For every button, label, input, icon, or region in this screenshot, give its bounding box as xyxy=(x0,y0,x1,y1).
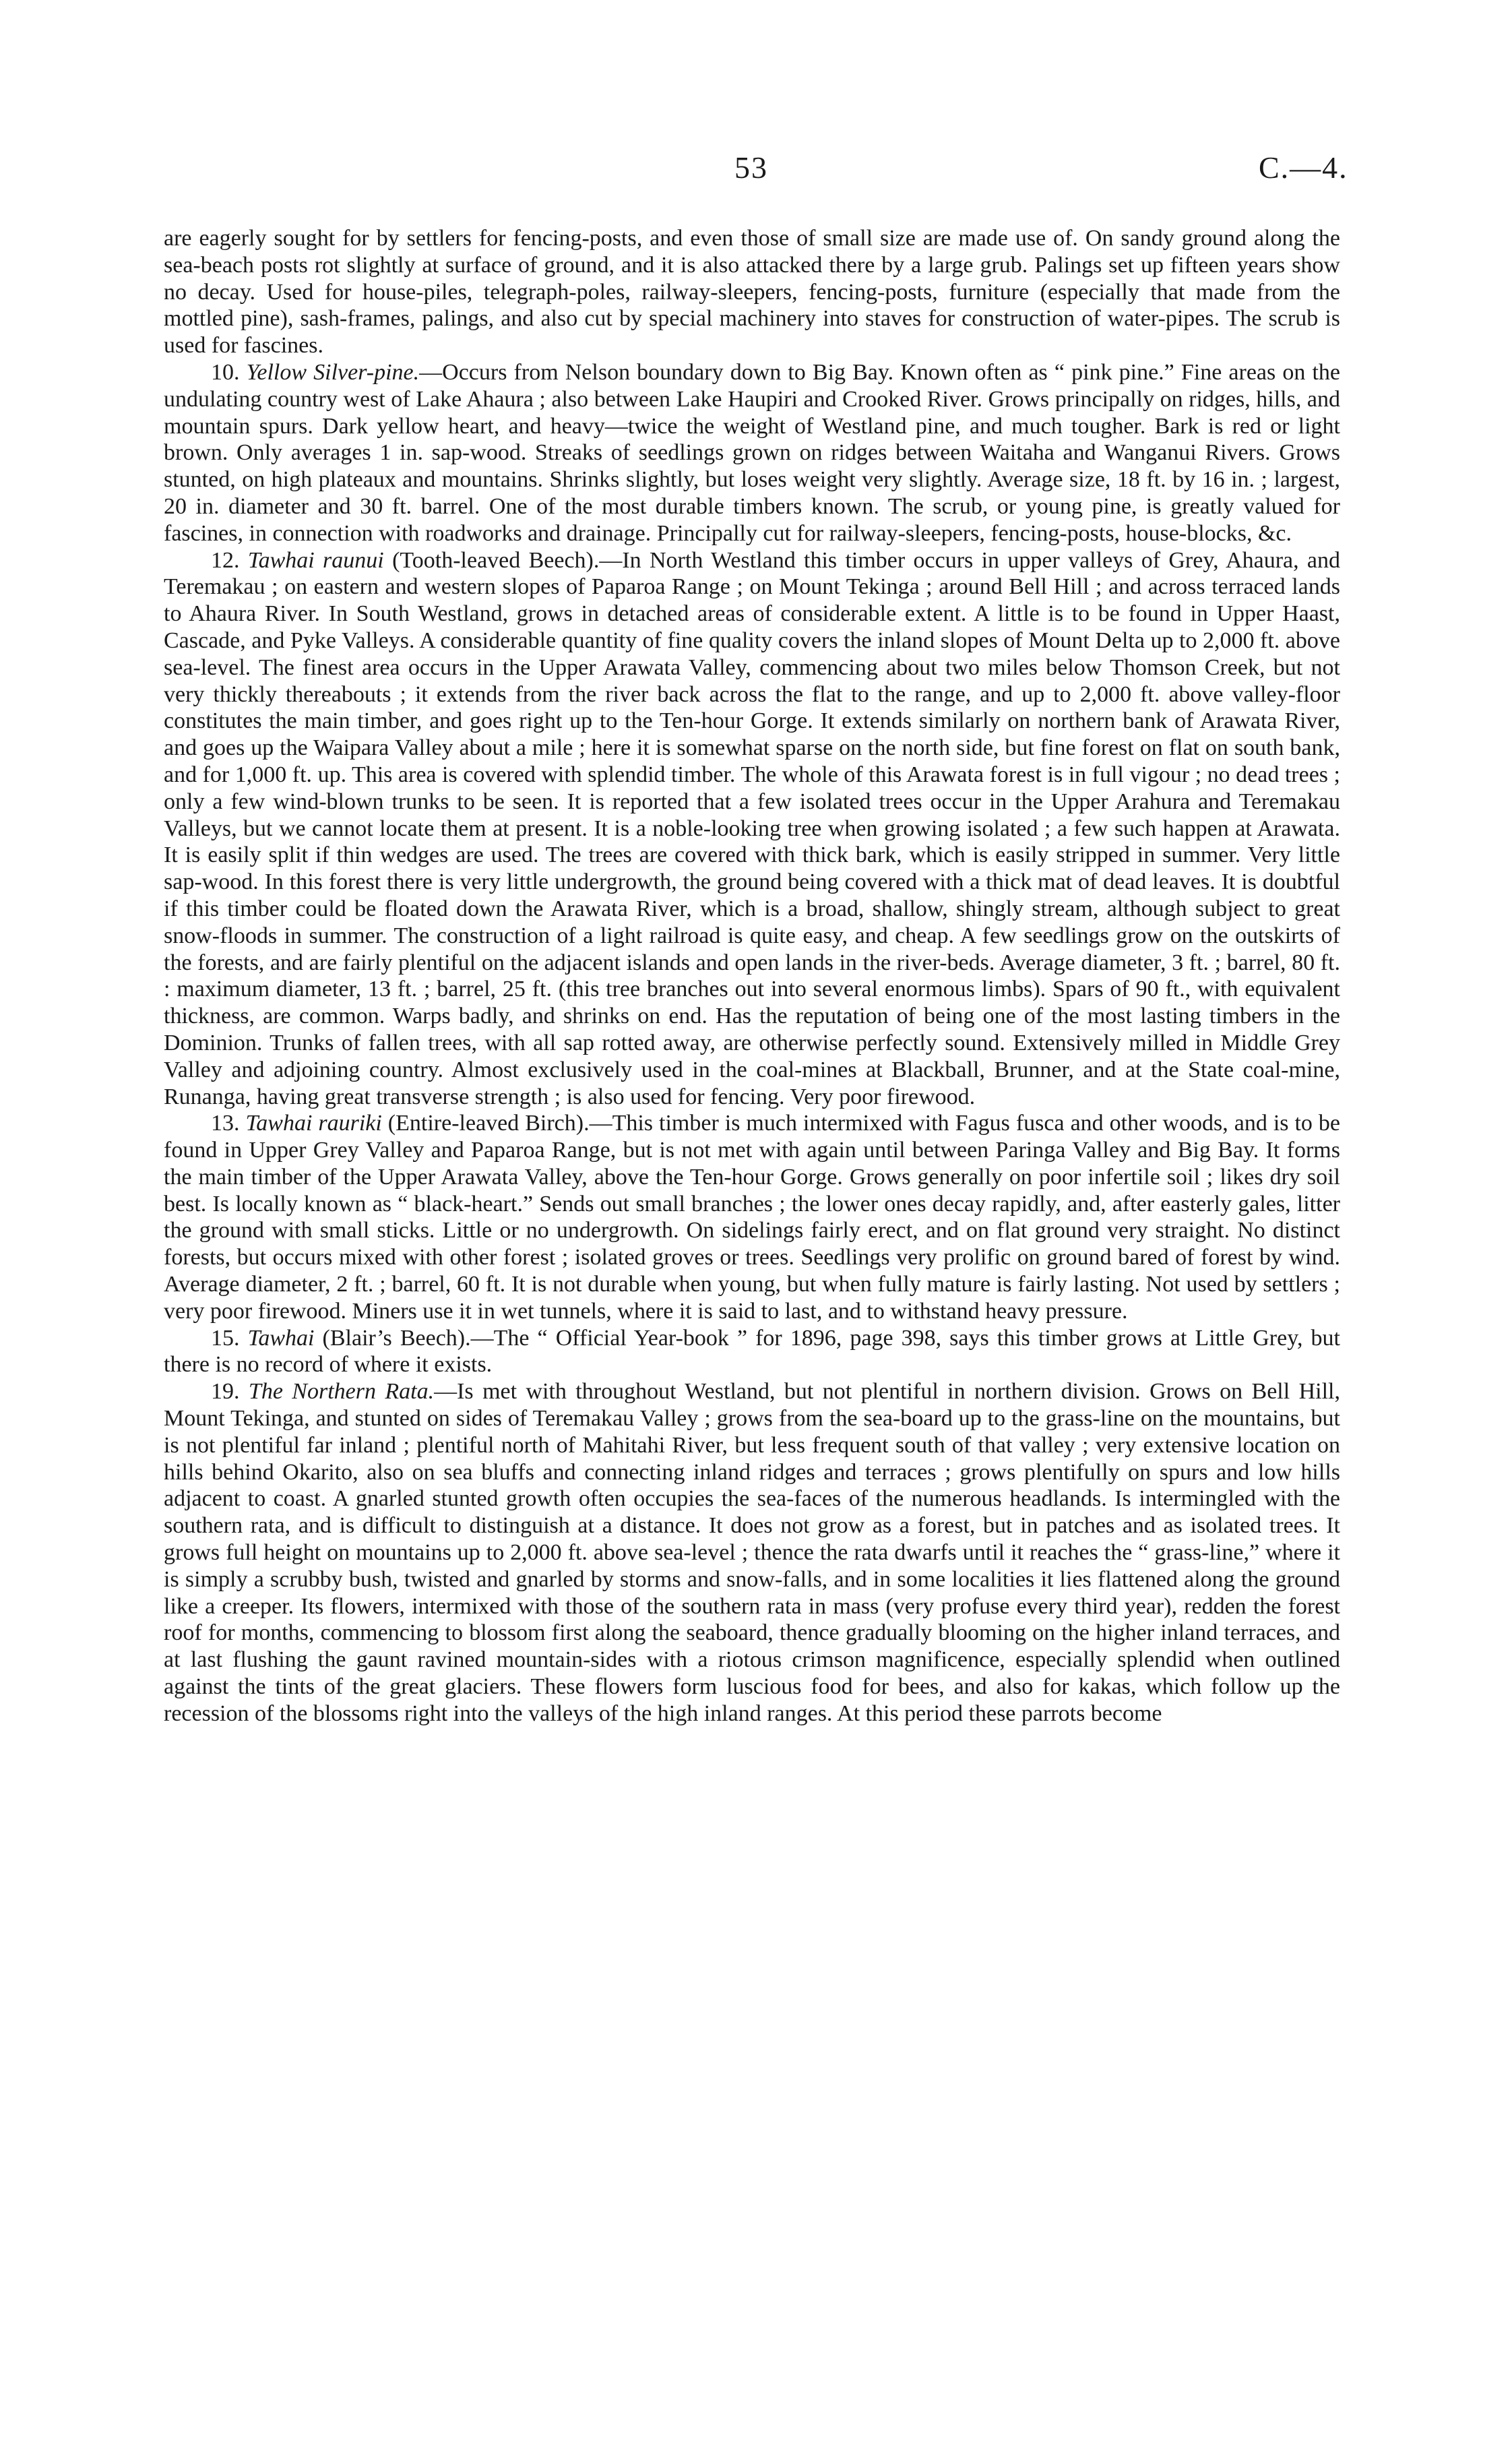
body-text xyxy=(164,225,1340,1727)
entry-northern-rata xyxy=(164,1378,1340,1727)
entry-text: —Is met with throughout Westland, but not plentiful in northern division. Grows on Bell Hill, Mount Tekinga, and stunted on sides of Teremakau Valley ; grows from the sea-board up to the grass-line on the mountains, but is not plentiful far inland ; plentiful north of Mahitahi River, but less frequent south of that valley ; very extensive location on hills behind Okarito, also on sea bluffs and connecting inland ridges and terraces ; grows plentifully on spurs and low hills adjacent to coast. A gnarled stunted growth often occupies the sea-faces of the numerous headlands. Is intermingled with the southern rata, and is difficult to distinguish at a distance. It does not grow as a forest, but in patches and as isolated trees. It grows full height on mountains up to 2,000 ft. above sea-level ; thence the rata dwarfs until it reaches the “ grass-line,” where it is simply a scrubby bush, twisted and gnarled by storms and snow-falls, and in some localities it lies flattened along the ground like a creeper. Its flowers, intermixed with those of the southern rata in mass (very profuse every third year), redden the forest roof for months, commencing to blossom first along the seaboard, thence gradually blooming on the higher inland terraces, and at last flushing the gaunt ravined mountain-sides with a riotous crimson magnificence, especially splendid when outlined against the tints of the great glaciers. These flowers form luscious food for bees, and also for kakas, which follow up the recession of the blossoms right into the valleys of the high inland ranges. At this period these parrots become xyxy=(164,1379,1340,1726)
entry-number: 13. xyxy=(211,1111,240,1136)
entry-name: The Northern Rata. xyxy=(248,1379,435,1405)
entry-name: Tawhai raunui xyxy=(247,547,384,573)
entry-text: (Entire-leaved Birch).—This timber is much intermixed with Fagus fusca and other woods, and is to be found in Upper Grey Valley and Paparoa Range, but is not met with again until between Paringa Valley and Big Bay. It forms the main timber of the Upper Arawata Valley, above the Ten-hour Gorge. Grows generally on poor infertile soil ; likes dry soil best. Is locally known as “ black-heart.” Sends out small branches ; the lower ones decay rapidly, and, after easterly gales, litter the ground with small sticks. Little or no undergrowth. On sidelings fairly erect, and on flat ground very straight. No distinct forests, but occurs mixed with other forest ; isolated groves or trees. Seedlings very prolific on ground bared of forest by wind. Average diameter, 2 ft. ; barrel, 60 ft. It is not durable when young, but when fully mature is fairly lasting. Not used by settlers ; very poor firewood. Miners use it in wet tunnels, where it is said to last, and to withstand heavy pressure. xyxy=(164,1111,1341,1324)
entry-number: 10. xyxy=(211,359,240,385)
entry-number: 19. xyxy=(211,1379,240,1405)
entry-text: (Tooth-leaved Beech).—In North Westland this timber occurs in upper valleys of Grey, Ahaura, and Teremakau ; on eastern and western slopes of Paparoa Range ; on Mount Tekinga ; around Bell Hill ; and across terraced lands to Ahaura River. In South Westland, grows in detached areas of considerable extent. A little is to be found in Upper Haast, Cascade, and Pyke Valleys. A considerable quantity of fine quality covers the inland slopes of Mount Delta up to 2,000 ft. above sea-level. The finest area occurs in the Upper Arawata Valley, commencing about two miles below Thomson Creek, but not very thickly thereabouts ; it extends from the river back across the flat to the range, and up to 2,000 ft. above valley-floor constitutes the main timber, and goes right up to the Ten-hour Gorge. It extends similarly on northern bank of Arawata River, and goes up the Waipara Valley about a mile ; here it is somewhat sparse on the north side, but fine forest on flat on south bank, and for 1,000 ft. up. This area is covered with splendid timber. The whole of this Arawata forest is in full vigour ; no dead trees ; only a few wind-blown trunks to be seen. It is reported that a few isolated trees occur in the Upper Arahura and Teremakau Valleys, but we cannot locate them at present. It is a noble-looking tree when growing isolated ; a few such happen at Arawata. It is easily split if thin wedges are used. The trees are covered with thick bark, which is easily stripped in summer. Very little sap-wood. In this forest there is very little undergrowth, the ground being covered with a thick mat of dead leaves. It is doubtful if this timber could be floated down the Arawata River, which is a broad, shallow, shingly stream, although subject to great snow-floods in summer. The construction of a light railroad is quite easy, and cheap. A few seedlings grow on the outskirts of the forests, and are fairly plentiful on the adjacent islands and open lands in the river-beds. Average diameter, 3 ft. ; barrel, 80 ft. : maximum diameter, 13 ft. ; barrel, 25 ft. (this tree branches out into several enormous limbs). Spars of 90 ft., with equivalent thickness, are common. Warps badly, and shrinks on end. Has the reputation of being one of the most lasting timbers in the Dominion. Trunks of fallen trees, with all sap rotted away, are otherwise perfectly sound. Extensively milled in Middle Grey Valley and adjoining country. Almost exclusively used in the coal-mines at Blackball, Brunner, and at the State coal-mine, Runanga, having great transverse strength ; is also used for fencing. Very poor firewood. xyxy=(164,547,1341,1109)
entry-text: —Occurs from Nelson boundary down to Big Bay. Known often as “ pink pine.” Fine areas on the undulating country west of Lake Ahaura ; also between Lake Haupiri and Crooked River. Grows principally on ridges, hills, and mountain spurs. Dark yellow heart, and heavy—twice the weight of Westland pine, and much tougher. Bark is red or light brown. Only averages 1 in. sap-wood. Streaks of seedlings grown on ridges between Waitaha and Wanganui Rivers. Grows stunted, on high plateaux and mountains. Shrinks slightly, but loses weight very slightly. Average size, 18 ft. by 16 in. ; largest, 20 in. diameter and 30 ft. barrel. One of the most durable timbers known. The scrub, or young pine, is greatly valued for fascines, in connection with roadworks and drainage. Principally cut for railway-sleepers, fencing-posts, house-blocks, &c. xyxy=(164,359,1340,546)
paragraph-continuation xyxy=(164,225,1340,359)
entry-tawhai-raunui xyxy=(164,547,1340,1111)
page-number: 53 xyxy=(734,150,768,185)
entry-tawhai-blairs-beech xyxy=(164,1325,1340,1379)
entry-number: 12. xyxy=(211,547,240,573)
paragraph-text: are eagerly sought for by settlers for fencing-posts, and even those of small size are made use of. On sandy ground along the sea-beach posts rot slightly at surface of ground, and it is also attacked there by a large grub. Palings set up fifteen years show no decay. Used for house-piles, telegraph-poles, railway-sleepers, fencing-posts, furniture (especially that made from the mottled pine), sash-frames, palings, and also cut by special machinery into staves for construction of water-pipes. The scrub is used for fascines. xyxy=(164,226,1340,359)
entry-name: Tawhai xyxy=(247,1325,315,1351)
entry-name: Yellow Silver-pine. xyxy=(246,359,420,385)
entry-yellow-silver-pine xyxy=(164,359,1340,547)
entry-tawhai-rauriki xyxy=(164,1110,1340,1324)
entry-number: 15. xyxy=(211,1325,240,1351)
document-reference: C.—4. xyxy=(1259,150,1348,185)
entry-text: (Blair’s Beech).—The “ Official Year-book ” for 1896, page 398, says this timber grows at Little Grey, but there is no record of where it exists. xyxy=(164,1325,1340,1378)
entry-name: Tawhai rauriki xyxy=(245,1111,382,1136)
